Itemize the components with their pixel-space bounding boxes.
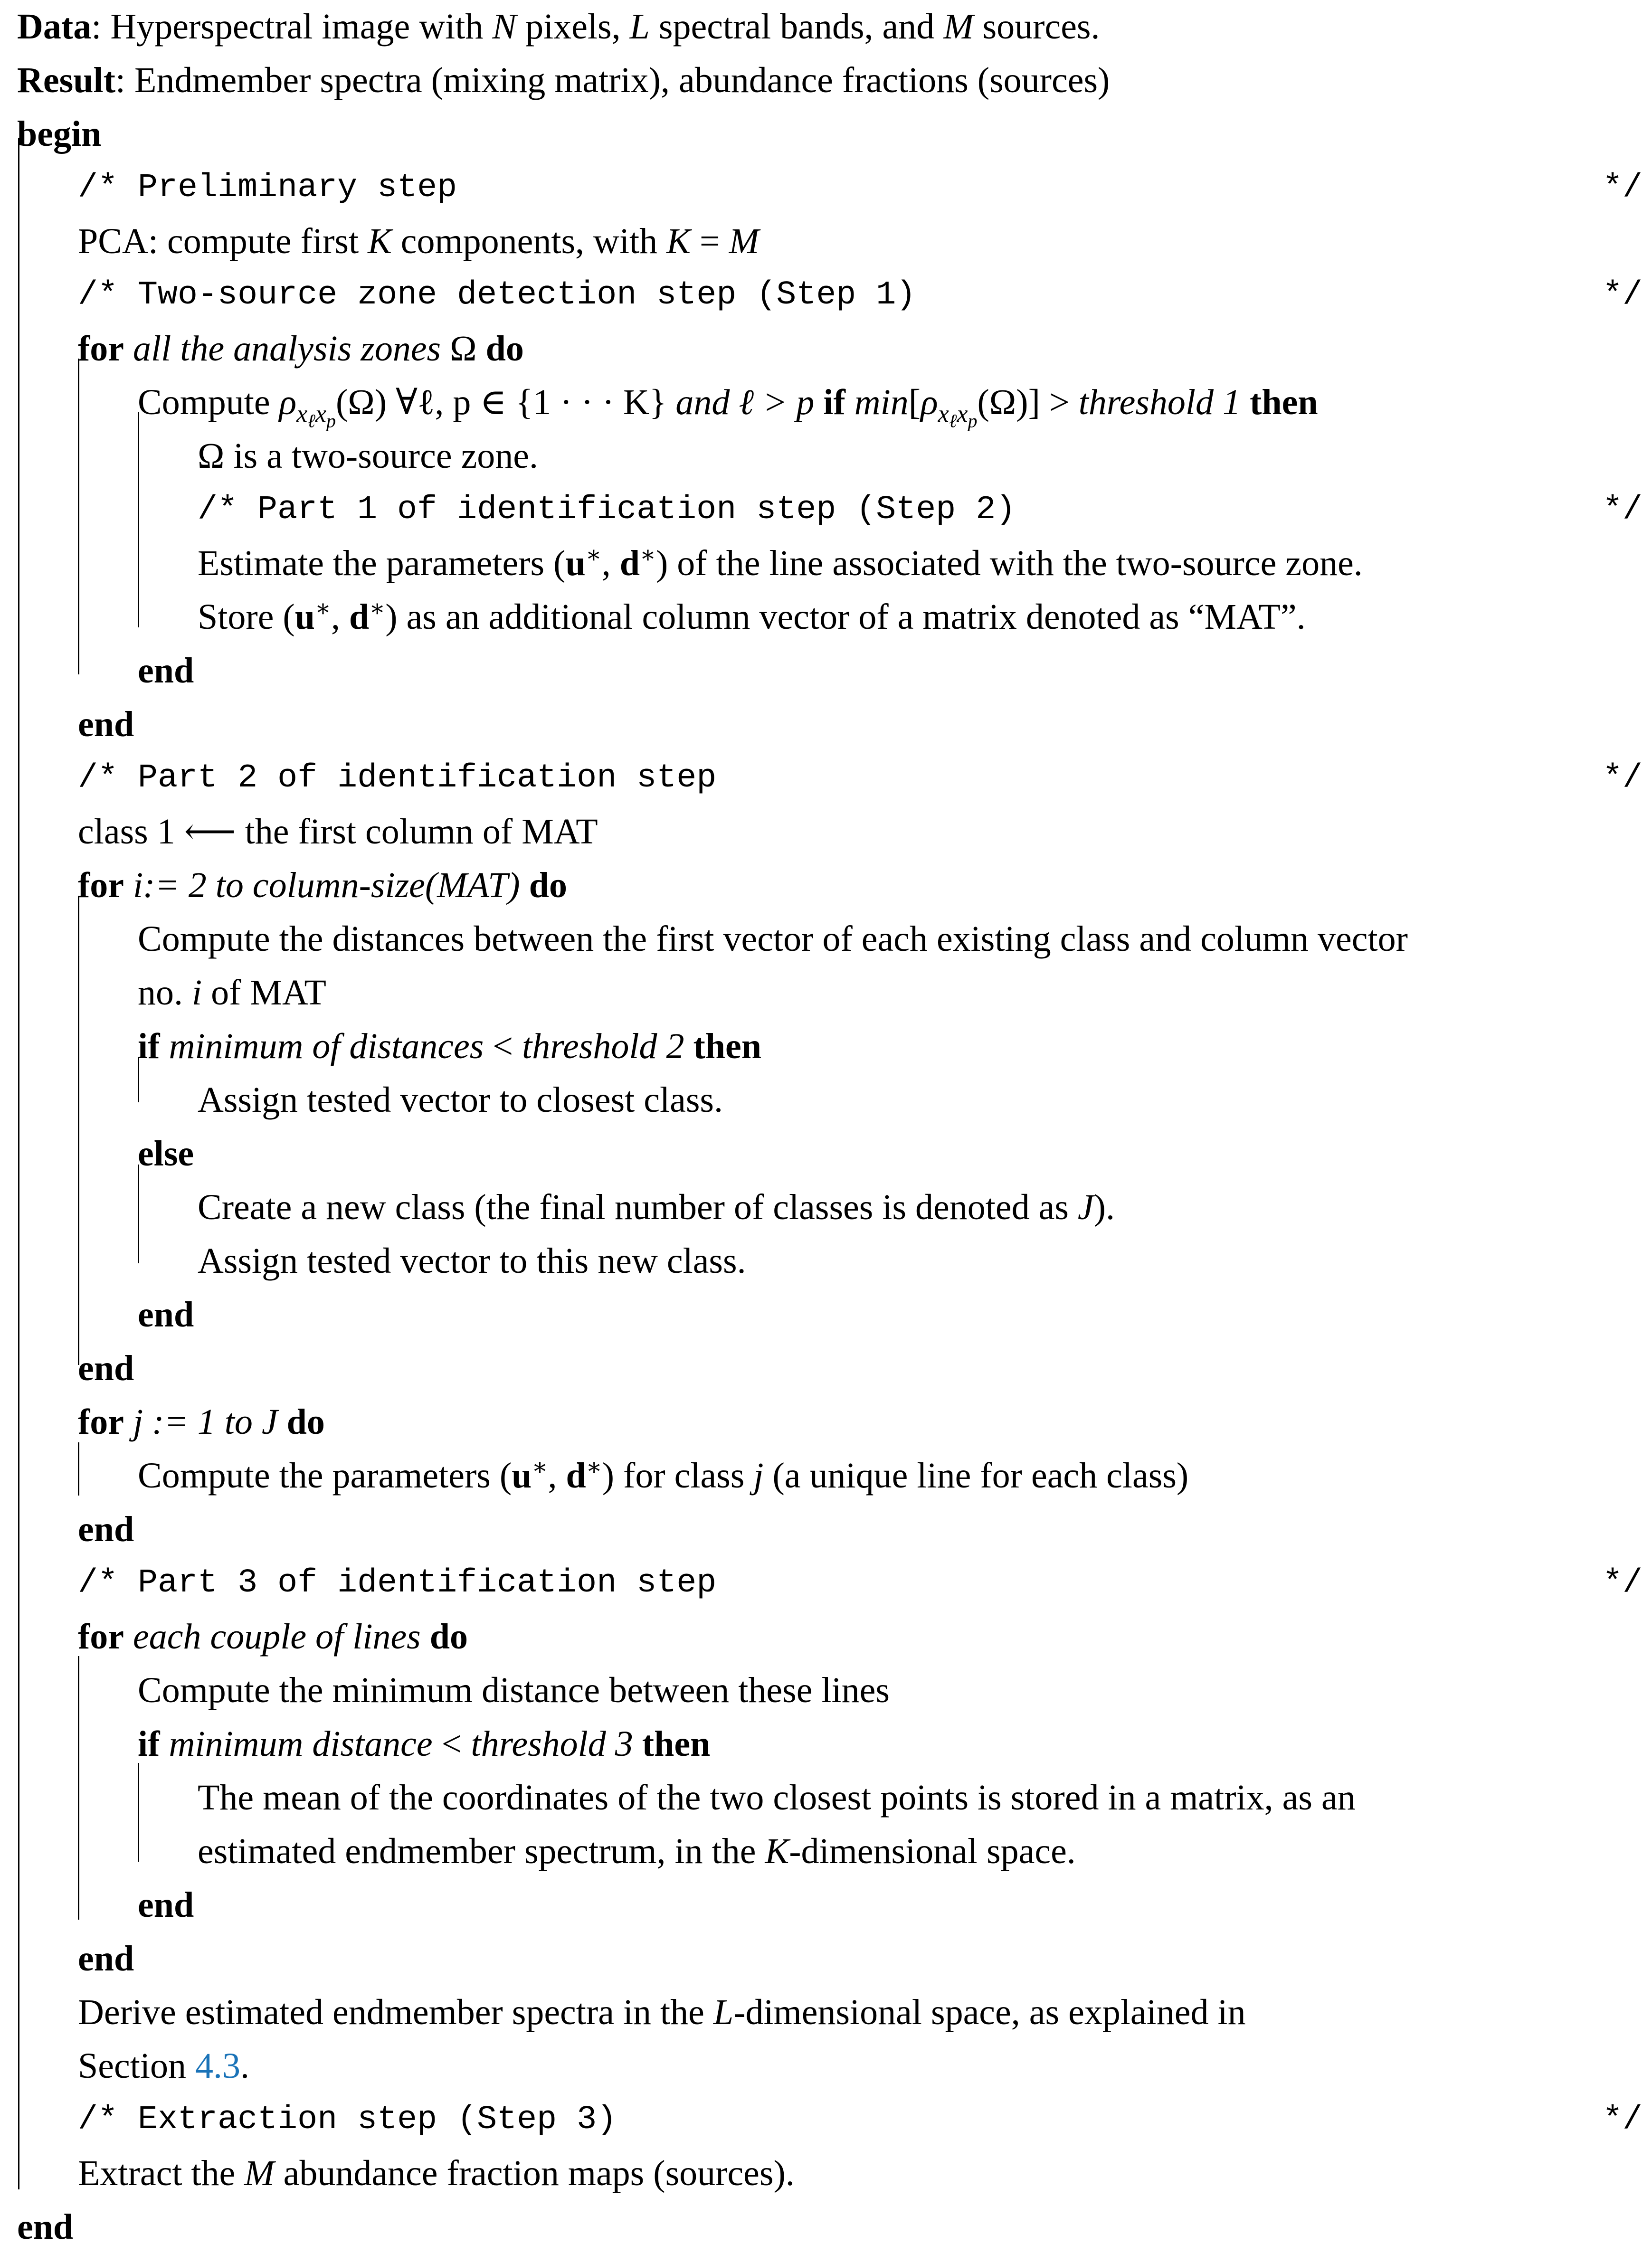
algorithm-block <box>18 0 1643 2254</box>
compute-rho-line: Compute $\rho_{x_\ell x_p}(\Omega)$ ∀ℓ, p ∈ {1 · · · K} and ℓ > p if $\min[\rho_{x_\ell x_p}(\Omega)]$ > threshold 1 then <box>138 382 1318 432</box>
comment-part3: /* Part 3 of identification step */ <box>78 1564 1643 1602</box>
data-label: Data <box>17 7 92 47</box>
end-for-couple: end <box>78 1939 134 1979</box>
for-i-line: for i:= 2 to column-size(MAT) do <box>78 865 567 905</box>
comment-part1: /* Part 1 of identification step (Step 2) */ <box>198 491 1643 529</box>
compute-min-distance-line: Compute the minimum distance between these lines <box>138 1670 890 1710</box>
two-source-zone-line: Ω is a two-source zone. <box>198 436 539 476</box>
assign-new-line: Assign tested vector to this new class. <box>198 1241 746 1281</box>
compute-distances-line-2: no. i of MAT <box>138 973 326 1013</box>
estimate-params-line: Estimate the parameters (u∗, d∗) of the line associated with the two-source zone. <box>198 541 1363 583</box>
for-zones-line: for all the analysis zones Ω do <box>78 329 524 369</box>
mean-line-1: The mean of the coordinates of the two closest points is stored in a matrix, as an <box>198 1778 1356 1818</box>
section-ref-link[interactable]: 4.3 <box>195 2046 240 2086</box>
end-if-threshold1: end <box>138 651 194 691</box>
compute-params-line: Compute the parameters (u∗, d∗) for class j (a unique line for each class) <box>138 1453 1189 1496</box>
derive-line-1: Derive estimated endmember spectra in the L-dimensional space, as explained in <box>78 1992 1246 2032</box>
comment-step1: /* Two-source zone detection step (Step 1) */ <box>78 276 1643 314</box>
compute-distances-line-1: Compute the distances between the first vector of each existing class and column vector <box>138 919 1408 959</box>
data-line: Data: Hyperspectral image with N pixels, L spectral bands, and M sources. <box>17 7 1100 47</box>
end-for-j: end <box>78 1509 134 1549</box>
end-for-zones: end <box>78 704 134 744</box>
else-keyword: else <box>138 1134 194 1174</box>
for-couple-line: for each couple of lines do <box>78 1617 468 1657</box>
assign-closest-line: Assign tested vector to closest class. <box>198 1080 723 1120</box>
mean-line-2: estimated endmember spectrum, in the K-dimensional space. <box>198 1831 1076 1871</box>
end-begin: end <box>17 2207 74 2247</box>
if-threshold3-line: if minimum distance < threshold 3 then <box>138 1724 711 1764</box>
end-if-threshold3: end <box>138 1885 194 1925</box>
store-params-line: Store (u∗, d∗) as an additional column vector of a matrix denoted as “MAT”. <box>198 595 1306 637</box>
comment-preliminary: /* Preliminary step */ <box>78 169 1643 207</box>
comment-extraction: /* Extraction step (Step 3) */ <box>78 2101 1643 2139</box>
pca-line: PCA: compute first K components, with K = M <box>78 221 760 261</box>
create-class-line: Create a new class (the final number of classes is denoted as J). <box>198 1187 1115 1227</box>
result-label: Result <box>17 60 115 100</box>
end-if-threshold2: end <box>138 1295 194 1335</box>
for-j-line: for j := 1 to J do <box>78 1402 325 1442</box>
comment-part2: /* Part 2 of identification step */ <box>78 759 1643 797</box>
derive-line-2: Section 4.3. <box>78 2046 249 2086</box>
result-line: Result: Endmember spectra (mixing matrix), abundance fractions (sources) <box>17 60 1110 100</box>
end-for-i: end <box>78 1348 134 1388</box>
begin-keyword: begin <box>17 114 102 154</box>
extract-line: Extract the M abundance fraction maps (sources). <box>78 2153 795 2193</box>
class1-line: class 1 ⟵ the first column of MAT <box>78 812 598 852</box>
if-threshold2-line: if minimum of distances < threshold 2 then <box>138 1026 762 1066</box>
